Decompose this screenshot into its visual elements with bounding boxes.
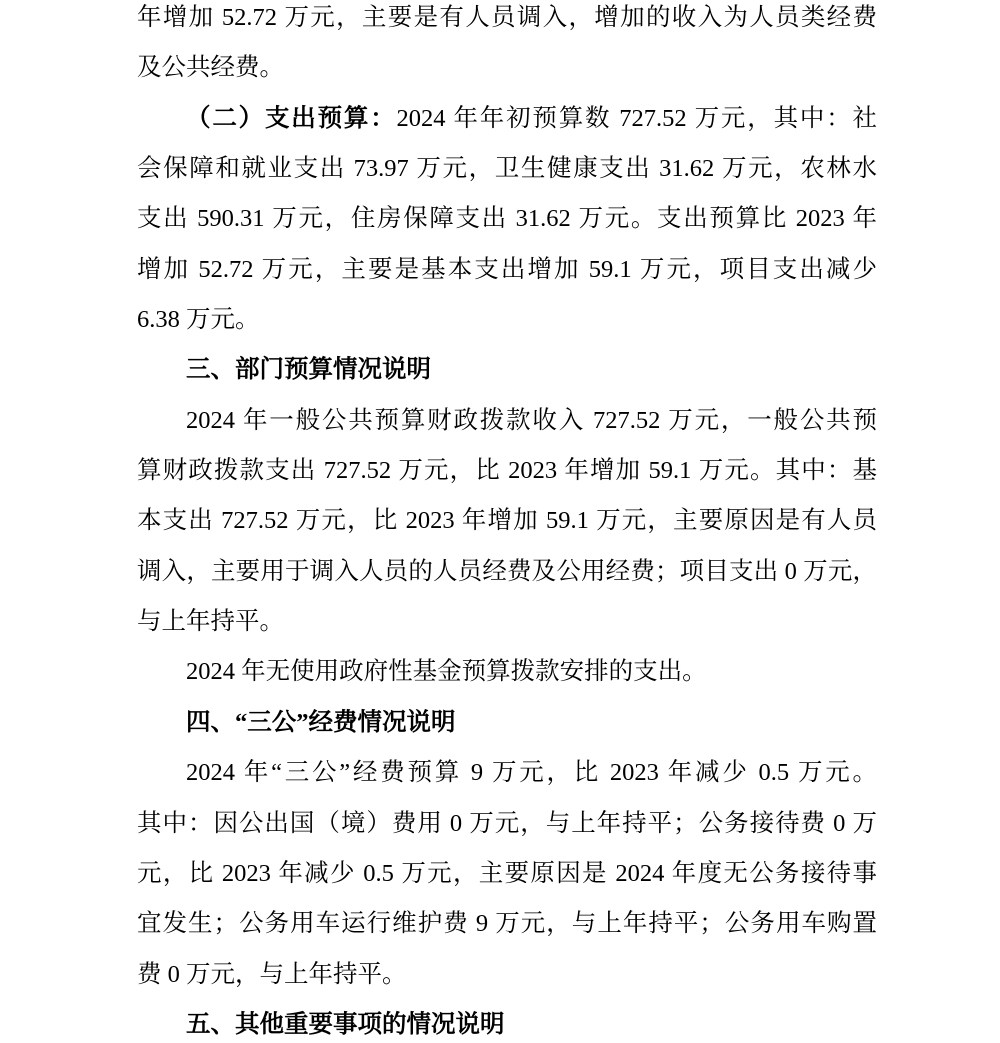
text-span: 2024 年年初预算数 727.52 万元，其中：社 [396, 104, 878, 132]
text-line: 年增加 52.72 万元，主要是有人员调入，增加的收入为人员类经费 [137, 4, 877, 31]
text-line: 支出 590.31 万元，住房保障支出 31.62 万元。支出预算比 2023 年 [137, 205, 877, 233]
text-line: 调入，主要用于调入人员的人员经费及公用经费；项目支出 0 万元， [137, 557, 877, 585]
paragraph [137, 406, 877, 637]
document-body [137, 3, 877, 1040]
paragraph [137, 758, 877, 989]
text-line: 算财政拨款支出 727.52 万元，比 2023 年增加 59.1 万元。其中：基 [137, 457, 877, 485]
text-line: 其中：因公出国（境）费用 0 万元，与上年持平；公务接待费 0 万 [137, 809, 877, 837]
section-heading-4: 四、“三公”经费情况说明 [186, 708, 456, 736]
text-line: 增加 52.72 万元，主要是基本支出增加 59.1 万元，项目支出减少 [137, 255, 877, 283]
paragraph [137, 657, 877, 687]
subsection-label: （二）支出预算： [186, 104, 397, 132]
text-line: 本支出 727.52 万元，比 2023 年增加 59.1 万元，主要原因是有人员 [137, 507, 877, 535]
section-heading-5: 五、其他重要事项的情况说明 [186, 1010, 505, 1038]
text-line: 2024 年一般公共预算财政拨款收入 727.52 万元，一般公共预 [186, 406, 877, 434]
text-line: 费 0 万元，与上年持平。 [137, 960, 407, 988]
text-line: 及公共经费。 [137, 54, 284, 82]
section-heading-3: 三、部门预算情况说明 [186, 356, 431, 384]
text-line [137, 104, 877, 134]
text-line: 元，比 2023 年减少 0.5 万元，主要原因是 2024 年度无公务接待事 [137, 859, 877, 887]
paragraph-income-tail [137, 3, 877, 83]
text-line: 会保障和就业支出 73.97 万元，卫生健康支出 31.62 万元，农林水 [137, 155, 877, 183]
text-line: 2024 年无使用政府性基金预算拨款安排的支出。 [186, 658, 707, 686]
text-line: 2024 年“三公”经费预算 9 万元，比 2023 年减少 0.5 万元。 [186, 759, 877, 787]
text-line: 宜发生；公务用车运行维护费 9 万元，与上年持平；公务用车购置 [137, 910, 877, 938]
paragraph-expenditure-budget [137, 104, 877, 335]
text-line: 与上年持平。 [137, 608, 284, 636]
text-line: 6.38 万元。 [137, 306, 260, 334]
